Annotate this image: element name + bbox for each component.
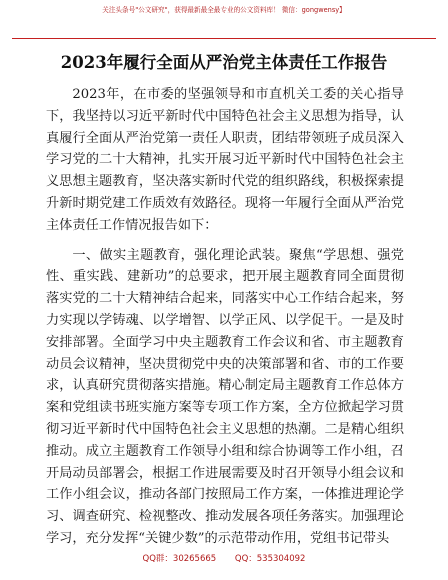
header-divider bbox=[12, 38, 436, 39]
document-body bbox=[46, 84, 404, 550]
document-title: 2023年履行全面从严治党主体责任工作报告 bbox=[60, 53, 388, 72]
body-paragraph: 2023年，在市委的坚强领导和市直机关工委的关心指导下，我坚持以习近平新时代中国特色社会主义思想为指导，认真履行全面从严治党第一责任人职责，团结带领班子成员深入学习党的二十大精神，扎实开展习近平新时代中国特色社会主义思想主题教育，坚决落实新时代党的组织路线，积极探索提升新时期党建工作质效有效路径。现将一年履行全面从严治党主体责任工作情况报告如下： bbox=[46, 87, 404, 233]
footer-qq: QQ：535304092 bbox=[234, 554, 306, 564]
footer-qq-group: QQ群：30265665 bbox=[142, 554, 217, 564]
footer-contact bbox=[0, 553, 448, 565]
header-banner-text: 关注头条号"公文研究"，获得最新最全最专业的公文资料库！ 微信：gongwensy】 bbox=[102, 6, 346, 14]
body-paragraph: 一、做实主题教育，强化理论武装。聚焦“学思想、强党性、重实践、建新功”的总要求，把开展主题教育同全面贯彻落实党的二十大精神结合起来，同落实中心工作结合起来，努力实现以学铸魂、以学增智、以学正风、以学促干。一是及时安排部署。全面学习中央主题教育工作会议和省、市主题教育动员会议精神，坚决贯彻党中央的决策部署和省、市的工作要求，认真研究贯彻落实措施。精心制定局主题教育工作总体方案和党组读书班实施方案等专项工作方案，全方位掀起学习贯彻习近平新时代中国特色社会主义思想的热潮。二是精心组织推动。成立主题教育工作领导小组和综合协调等工作小组，召开局动员部署会，根据工作进展需要及时召开领导小组会议和工作小组会议，推动各部门按照局工作方案，一体推进理论学习、调查研究、检视整改、推动发展各项任务落实。加强理论学习，充分发挥“关键少数”的示范带动作用，党组书记带头 bbox=[46, 247, 404, 546]
